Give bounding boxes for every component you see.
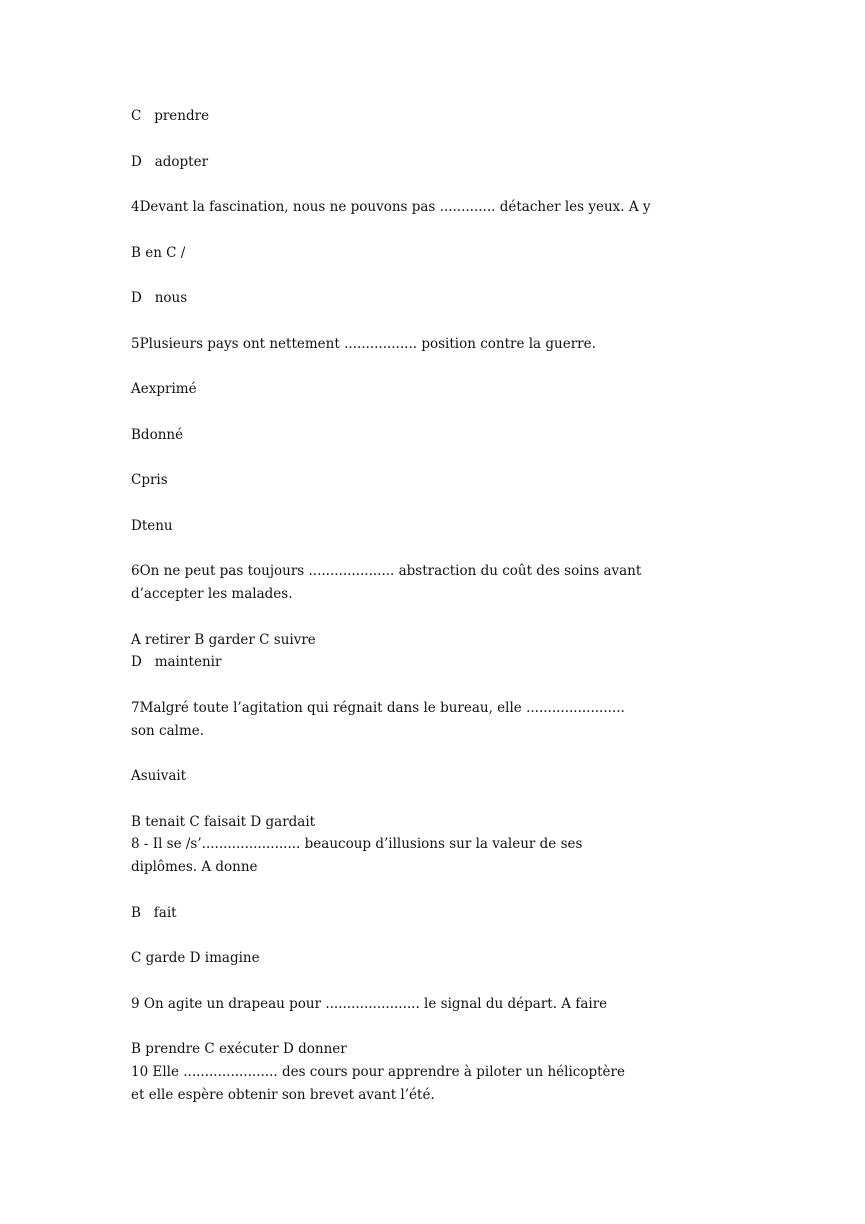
- text-line: D adopter: [131, 154, 209, 170]
- text-line: Aexprimé: [131, 381, 197, 397]
- text-line: Asuivait: [131, 768, 187, 784]
- text-line: d’accepter les malades.: [131, 586, 293, 602]
- text-line: diplômes. A donne: [131, 859, 258, 875]
- text-line: 10 Elle ...................... des cours pour apprendre à piloter un hélicoptère: [131, 1064, 625, 1080]
- text-line: 6On ne peut pas toujours .................... abstraction du coût des soins avant: [131, 563, 642, 579]
- text-line: Cpris: [131, 472, 168, 488]
- text-line: B fait: [131, 905, 177, 921]
- text-line: A retirer B garder C suivre: [131, 632, 316, 648]
- text-line: C garde D imagine: [131, 950, 260, 966]
- text-line: B en C /: [131, 245, 186, 261]
- text-line: 8 - Il se /s’....................... beaucoup d’illusions sur la valeur de ses: [131, 836, 583, 852]
- text-line: 5Plusieurs pays ont nettement ................. position contre la guerre.: [131, 336, 596, 352]
- text-line: C prendre: [131, 108, 210, 124]
- text-line: 9 On agite un drapeau pour ...................... le signal du départ. A faire: [131, 996, 608, 1012]
- text-line: Bdonné: [131, 427, 184, 443]
- text-line: et elle espère obtenir son brevet avant l’été.: [131, 1087, 435, 1103]
- text-line: 7Malgré toute l’agitation qui régnait dans le bureau, elle .......................: [131, 700, 625, 716]
- text-line: Dtenu: [131, 518, 173, 534]
- text-line: son calme.: [131, 723, 205, 739]
- text-line: D maintenir: [131, 654, 222, 670]
- text-line: 4Devant la fascination, nous ne pouvons pas ............. détacher les yeux. A y: [131, 199, 651, 215]
- text-line: D nous: [131, 290, 188, 306]
- text-line: B prendre C exécuter D donner: [131, 1041, 347, 1057]
- text-line: B tenait C faisait D gardait: [131, 814, 316, 830]
